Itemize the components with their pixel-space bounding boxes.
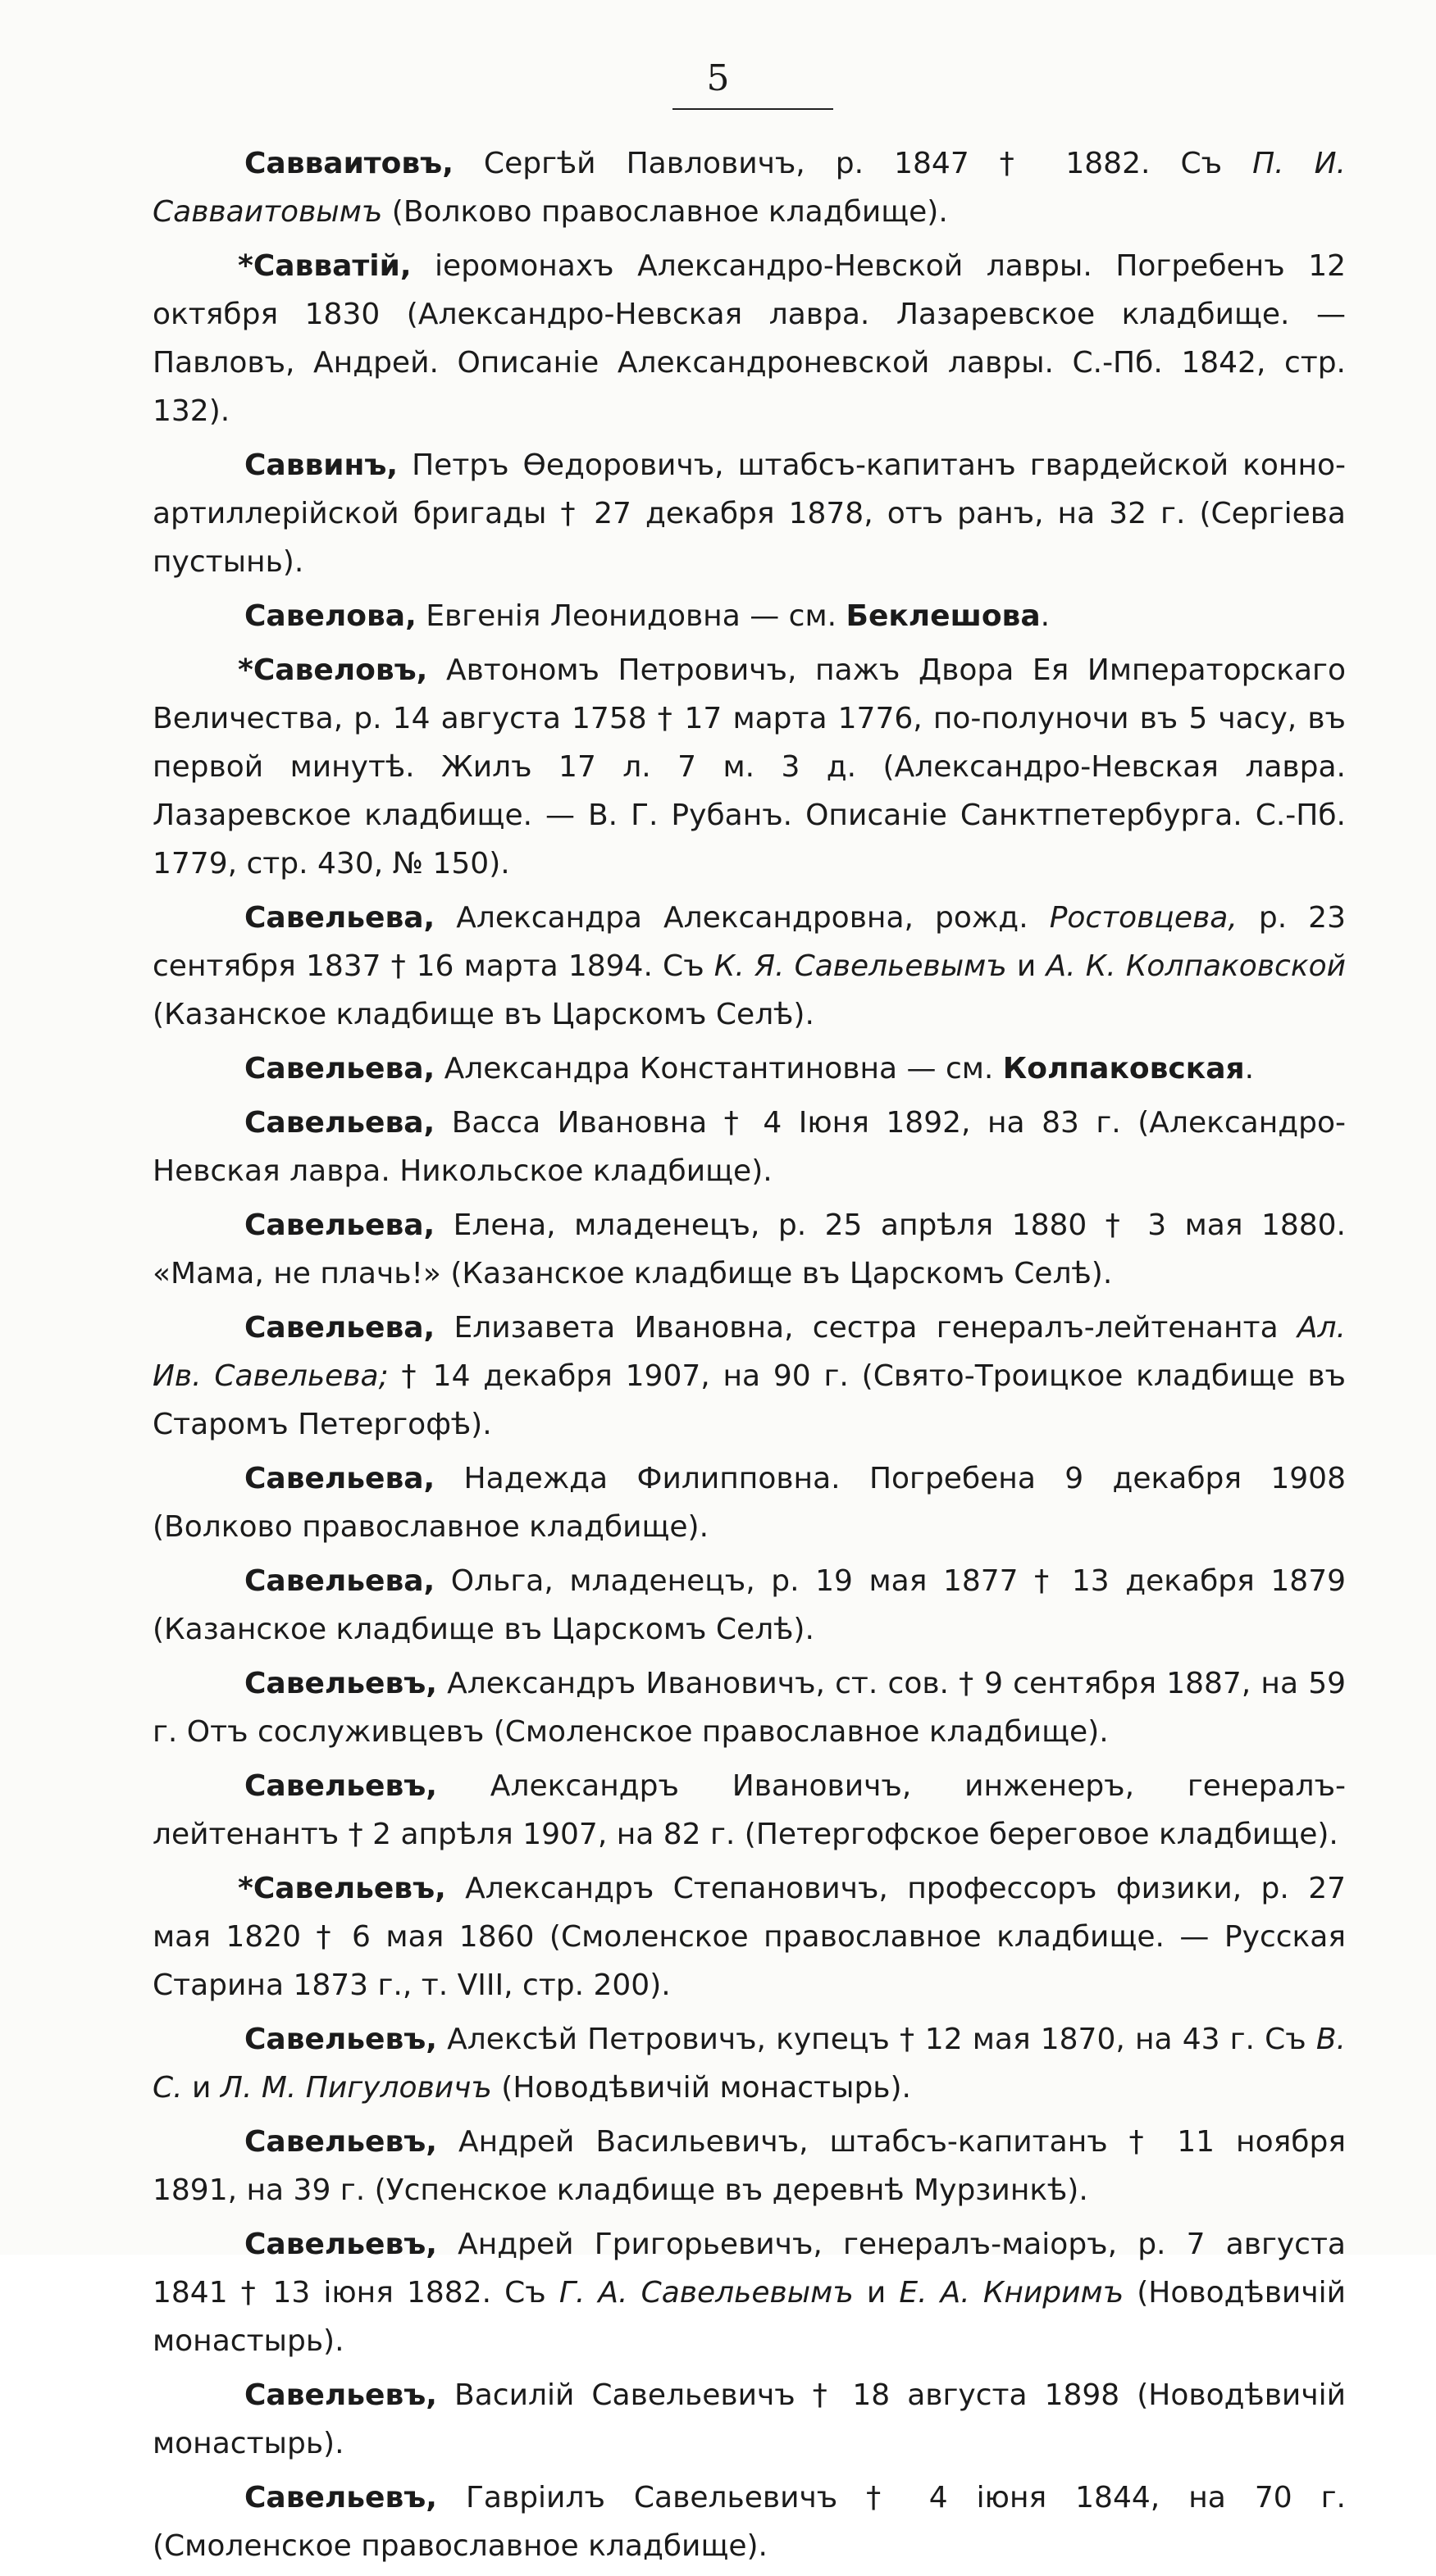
entry-surname: Савельева, [244, 901, 435, 935]
entry [153, 1659, 1346, 1756]
entry-text: Андрей Григорьевичъ, генералъ-маіоръ, р. 7 августа 1841 † 13 іюня 1882. Съ Г. А. Савельевымъ и Е. А. Книримъ (Новодѣвичій монастырь). [153, 2228, 1346, 2358]
entry-surname: Савельева, [244, 1564, 435, 1598]
entry [153, 1762, 1346, 1859]
entry-list [153, 139, 1346, 2576]
entry-surname: Савельевъ, [244, 2023, 437, 2056]
entry [153, 2220, 1346, 2365]
entry-text: Елена, младенецъ, р. 25 апрѣля 1880 † 3 мая 1880. «Мама, не плачь!» (Казанское кладбище въ Царскомъ Селѣ). [153, 1208, 1346, 1290]
page-number: 5 [706, 57, 730, 99]
entry-surname: Савватій, [253, 249, 412, 283]
entry-text: Васса Ивановна † 4 Іюня 1892, на 83 г. (Александро-Невская лавра. Никольское кладбище). [153, 1106, 1346, 1188]
page-number-rule [672, 108, 833, 110]
entry-surname: Савельевъ, [244, 1667, 437, 1700]
entry [153, 1454, 1346, 1551]
entry-text: Надежда Филипповна. Погребена 9 декабря 1908 (Волково православное кладбище). [153, 1462, 1346, 1544]
entry-star-marker: * [238, 653, 253, 687]
entry-text: Александра Константиновна — см. Колпаковская. [435, 1052, 1255, 1085]
entry-surname: Савелова, [244, 599, 417, 633]
entry-text: Александръ Ивановичъ, ст. сов. † 9 сентября 1887, на 59 г. Отъ сослуживцевъ (Смоленское православное кладбище). [153, 1667, 1346, 1749]
entry [153, 441, 1346, 586]
entry-text: Василій Савельевичъ † 18 августа 1898 (Новодѣвичій монастырь). [153, 2378, 1346, 2460]
entry-surname: Савваитовъ, [244, 147, 454, 180]
entry [153, 139, 1346, 236]
entry-text: Александра Александровна, рожд. Ростовцева, р. 23 сентября 1837 † 16 марта 1894. Съ К. Я. Савельевымъ и А. К. Колпаковской (Казанское кладбище въ Царскомъ Селѣ). [153, 901, 1346, 1031]
entry [153, 1557, 1346, 1654]
entry-surname: Савельева, [244, 1052, 435, 1085]
entry-text: Андрей Васильевичъ, штабсъ-капитанъ † 11 ноября 1891, на 39 г. (Успенское кладбище въ деревнѣ Мурзинкѣ). [153, 2125, 1346, 2207]
entry-text: Елизавета Ивановна, сестра генералъ-лейтенанта Ал. Ив. Савельева; † 14 декабря 1907, на 90 г. (Свято-Троицкое кладбище въ Старомъ Петергофѣ). [153, 1311, 1346, 1441]
entry-surname: Савельевъ, [244, 2481, 437, 2515]
entry-text: Александръ Ивановичъ, инженеръ, генералъ-лейтенантъ † 2 апрѣля 1907, на 82 г. (Петергофское береговое кладбище). [153, 1769, 1346, 1851]
entry-star-marker: * [238, 249, 253, 283]
entry-surname: Савельевъ, [244, 2228, 437, 2261]
entry-surname: Савельева, [244, 1311, 435, 1345]
entry-surname: Савельева, [244, 1106, 435, 1140]
entry [153, 1304, 1346, 1449]
entry-text: Сергѣй Павловичъ, р. 1847 † 1882. Съ П. И. Савваитовымъ (Волково православное кладбище). [153, 147, 1346, 229]
entry-surname: Савельева, [244, 1208, 435, 1242]
entry-text: Петръ Ѳедоровичъ, штабсъ-капитанъ гвардейской конно-артиллерійской бригады † 27 декабря 1878, отъ ранъ, на 32 г. (Сергіева пустынь). [153, 448, 1346, 579]
entry [153, 1864, 1346, 2009]
entry-star-marker: * [238, 1872, 253, 1905]
entry-text: Алексѣй Петровичъ, купецъ † 12 мая 1870, на 43 г. Съ В. С. и Л. М. Пигуловичъ (Новодѣвичій монастырь). [153, 2023, 1346, 2105]
entry-surname: Савельевъ, [253, 1872, 446, 1905]
entry [153, 592, 1346, 640]
entry [153, 2015, 1346, 2112]
entry [153, 1099, 1346, 1195]
entry-text: іеромонахъ Александро-Невской лавры. Погребенъ 12 октября 1830 (Александро-Невская лавра. Лазаревское кладбище. — Павловъ, Андрей. Описаніе Александроневской лавры. С.-Пб. 1842, стр. 132). [153, 249, 1346, 428]
entry-surname: Савеловъ, [253, 653, 428, 687]
entry-text: Ольга, младенецъ, р. 19 мая 1877 † 13 декабря 1879 (Казанское кладбище въ Царскомъ Селѣ). [153, 1564, 1346, 1646]
entry [153, 2474, 1346, 2570]
entry-text: Александръ Степановичъ, профессоръ физики, р. 27 мая 1820 † 6 мая 1860 (Смоленское православное кладбище. — Русская Старина 1873 г., т. VIII, стр. 200). [153, 1872, 1346, 2002]
entry-surname: Савельевъ, [244, 2378, 437, 2412]
entry-text: Автономъ Петровичъ, пажъ Двора Ея Императорскаго Величества, р. 14 августа 1758 † 17 марта 1776, по-полуночи въ 5 часу, въ первой минутѣ. Жилъ 17 л. 7 м. 3 д. (Александро-Невская лавра. Лазаревское кладбище. — В. Г. Рубанъ. Описаніе Санктпетербурга. С.-Пб. 1779, стр. 430, № 150). [153, 653, 1346, 881]
entry [153, 1201, 1346, 1298]
entry [153, 1045, 1346, 1093]
entry [153, 2371, 1346, 2468]
entry [153, 2118, 1346, 2214]
entry-surname: Саввинъ, [244, 448, 399, 482]
entry-surname: Савельева, [244, 1462, 435, 1495]
entry-text: Евгенія Леонидовна — см. Беклешова. [416, 599, 1051, 633]
entry [153, 646, 1346, 888]
entry [153, 894, 1346, 1039]
entry [153, 242, 1346, 435]
entry-surname: Савельевъ, [244, 2125, 437, 2159]
entry-surname: Савельевъ, [244, 1769, 437, 1803]
entry-text: Гавріилъ Савельевичъ † 4 іюня 1844, на 70 г. (Смоленское православное кладбище). [153, 2481, 1346, 2563]
